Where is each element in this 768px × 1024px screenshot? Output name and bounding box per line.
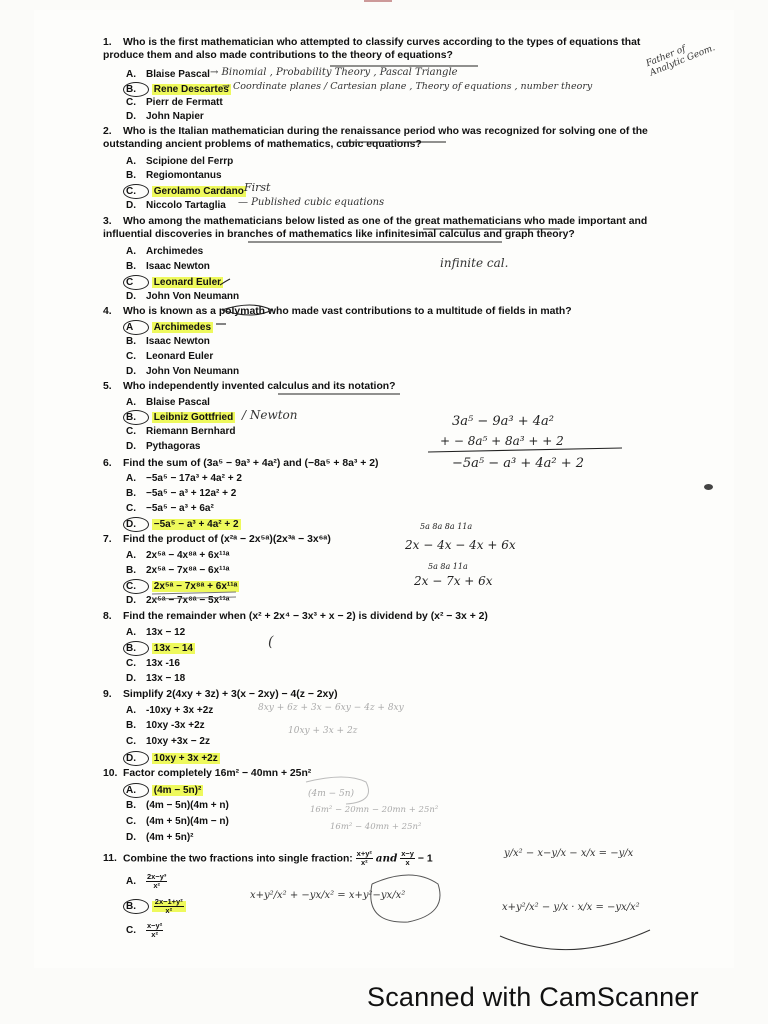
option-4c[interactable]: C. Leonard Euler	[126, 351, 214, 362]
question-11: 11. Combine the two fractions into single fraction: $\frac{\text{x+y²}}{\text{x²}}$ and $\frac{x-y}{x}$ − 1	[103, 849, 433, 867]
option-2d[interactable]: D. Niccolo Tartaglia	[126, 200, 226, 211]
fraction: $\frac{x-y}{x}$	[401, 849, 414, 867]
question-number: 6.	[103, 458, 112, 469]
option-8d[interactable]: D. 13x − 18	[126, 673, 186, 684]
ink-underline	[152, 597, 236, 599]
question-text: Who among the mathematicians below listed as one of the great mathematicians who made important and influential discoveries in branches of mathematics like infinitesimal calculus and graph theory?	[103, 216, 648, 240]
ink-circle	[371, 875, 440, 922]
handwritten-math: 5a 8a 11a	[428, 562, 468, 571]
option-3d[interactable]: D. John Von Neumann	[126, 291, 240, 302]
option-9a[interactable]: A. -10xy + 3x +2z	[126, 705, 214, 716]
option-4b[interactable]: B. Isaac Newton	[126, 336, 210, 347]
option-10c[interactable]: C. (4m + 5n)(4m − n)	[126, 816, 229, 827]
handwritten-note: → Binomial , Probability Theory , Pascal Triangle	[210, 67, 458, 78]
handwritten-math: 5a 8a 8a 11a	[420, 522, 473, 531]
ink-oval	[222, 305, 272, 315]
option-7b[interactable]: B. 2x⁵ᵃ − 7x⁸ᵃ − 6x¹¹ᵃ	[126, 565, 230, 576]
option-6a[interactable]: A. −5a⁵ − 17a³ + 4a² + 2	[126, 473, 242, 484]
handwritten-note: / Newton	[242, 408, 298, 422]
question-number: 8.	[103, 611, 112, 622]
question-text: Who independently invented calculus and its notation?	[123, 381, 396, 392]
handwritten-note: (	[268, 634, 274, 650]
handwritten-math: x+y²/x² − y/x · x/x = −yx/x²	[502, 902, 640, 913]
handwritten-note: → Coordinate planes / Cartesian plane , Theory of equations , number theory	[222, 81, 593, 92]
handwritten-math: 3a⁵ − 9a³ + 4a²	[452, 414, 555, 429]
handwritten-math: + − 8a⁵ + 8a³ + + 2	[440, 434, 564, 448]
question-number: 3.	[103, 216, 112, 227]
question-text: Find the remainder when (x² + 2x⁴ − 3x³ + x − 2) is dividend by (x² − 3x + 2)	[123, 611, 488, 622]
question-text: Simplify 2(4xy + 3z) + 3(x − 2xy) − 4(z − 2xy)	[123, 689, 338, 700]
fraction: $\frac{\text{x+y²}}{\text{x²}}$	[356, 849, 372, 867]
option-1d[interactable]: D. John Napier	[126, 111, 204, 122]
question-text: Combine the two fractions into single fraction:	[123, 853, 353, 865]
question-number: 9.	[103, 689, 112, 700]
ink-underline	[152, 592, 236, 594]
option-1a[interactable]: A. Blaise Pascal	[126, 69, 210, 80]
option-5b[interactable]: B. Leibniz Gottfried	[126, 410, 235, 425]
scanner-watermark: Scanned with CamScanner	[367, 982, 699, 1012]
handwritten-note: First	[244, 181, 271, 194]
option-3b[interactable]: B. Isaac Newton	[126, 261, 210, 272]
handwritten-note: infinite cal.	[440, 256, 509, 270]
handwritten-note: — Published cubic equations	[238, 197, 385, 208]
option-2a[interactable]: A. Scipione del Ferrp	[126, 156, 234, 167]
question-text: Factor completely 16m² − 40mn + 25n²	[123, 768, 312, 779]
question-number: 1.	[103, 37, 112, 48]
handwritten-math: y/x² − x−y/x − x/x = −y/x	[504, 848, 634, 859]
question-text: Who is known as a polymath who made vast contributions to a multitude of fields in math?	[123, 306, 572, 317]
option-11b[interactable]: B. $\frac{\text{2x−1+y²}}{\text{x²}}$	[126, 898, 186, 915]
handwritten-math: −5a⁵ − a³ + 4a² + 2	[452, 456, 585, 471]
option-4d[interactable]: D. John Von Neumann	[126, 366, 240, 377]
ink-rule	[428, 448, 622, 452]
option-9c[interactable]: C. 10xy +3x − 2z	[126, 736, 210, 747]
option-1c[interactable]: C. Pierr de Fermatt	[126, 97, 223, 108]
option-10d[interactable]: D. (4m + 5n)²	[126, 832, 194, 843]
option-8b[interactable]: B. 13x − 14	[126, 641, 195, 656]
option-5c[interactable]: C. Riemann Bernhard	[126, 426, 236, 437]
ink-curve	[500, 930, 650, 950]
option-5a[interactable]: A. Blaise Pascal	[126, 397, 210, 408]
option-7a[interactable]: A. 2x⁵ᵃ − 4x⁸ᵃ + 6x¹¹ᵃ	[126, 550, 230, 561]
option-10b[interactable]: B. (4m − 5n)(4m + n)	[126, 800, 229, 811]
option-11c[interactable]: C. $\frac{\text{x−y²}}{\text{x²}}$	[126, 921, 163, 939]
ink-stroke	[220, 279, 230, 285]
question-text: Find the sum of (3a⁵ − 9a³ + 4a²) and (−8a⁵ + 8a³ + 2)	[123, 458, 379, 469]
handwritten-math: 2x − 7x + 6x	[414, 574, 493, 588]
handwritten-note: Father of Analytic Geom.	[644, 43, 717, 79]
question-number: 10.	[103, 768, 118, 779]
option-9d[interactable]: D. 10xy + 3x +2z	[126, 751, 220, 766]
option-10a[interactable]: A. (4m − 5n)²	[126, 783, 203, 798]
handwritten-math: 2x − 4x − 4x + 6x	[405, 538, 516, 552]
option-11a[interactable]: A. $\frac{\text{2x−y³}}{\text{x²}}$	[126, 872, 167, 890]
handwritten-note: 10xy + 3x + 2z	[288, 726, 358, 736]
handwritten-note: 8xy + 6z + 3x − 6xy − 4z + 8xy	[258, 703, 404, 713]
question-number: 5.	[103, 381, 112, 392]
option-2b[interactable]: B. Regiomontanus	[126, 170, 222, 181]
handwritten-math: x+y²/x² + −yx/x² = x+y²−yx/x²	[250, 890, 406, 901]
option-5d[interactable]: D. Pythagoras	[126, 441, 201, 452]
question-text: Who is the first mathematician who attempted to classify curves according to the types of equations that produce them and also made contributions to the theory of equations?	[103, 37, 641, 61]
question-number: 2.	[103, 126, 112, 137]
question-number: 4.	[103, 306, 112, 317]
ink-oval	[306, 777, 369, 804]
handwritten-note: 16m² − 40mn + 25n²	[330, 822, 422, 832]
option-4a[interactable]: A Archimedes	[126, 320, 213, 335]
question-text: Find the product of (x²ᵃ − 2x⁵ᵃ)(2x³ᵃ − 3x⁶ᵃ)	[123, 534, 331, 545]
question-text: Who is the Italian mathematician during the renaissance period who was recognized for solving one of the outstanding ancient problems of mathematics, cubic equations?	[103, 126, 648, 150]
question-number: 7.	[103, 534, 112, 545]
option-1b[interactable]: B. Rene Descartes	[126, 82, 231, 97]
option-7d[interactable]: D. 2x⁵ᵃ − 7x⁸ᵃ − 5x¹¹ᵃ	[126, 595, 230, 606]
option-3c[interactable]: C Leonard Euler	[126, 275, 223, 290]
handwritten-note: (4m − 5n)	[308, 789, 355, 799]
option-8c[interactable]: C. 13x -16	[126, 658, 180, 669]
handwritten-note: 16m² − 20mn − 20mn + 25n²	[310, 805, 439, 815]
option-3a[interactable]: A. Archimedes	[126, 246, 204, 257]
question-number: 11.	[103, 853, 117, 865]
option-6c[interactable]: C. −5a⁵ − a³ + 6a²	[126, 503, 214, 514]
option-6b[interactable]: B. −5a⁵ − a³ + 12a² + 2	[126, 488, 237, 499]
option-6d[interactable]: D. −5a⁵ − a³ + 4a² + 2	[126, 517, 241, 532]
option-7c[interactable]: C. 2x⁵ᵃ − 7x⁸ᵃ + 6x¹¹ᵃ	[126, 579, 239, 594]
option-8a[interactable]: A. 13x − 12	[126, 627, 186, 638]
option-9b[interactable]: B. 10xy -3x +2z	[126, 720, 205, 731]
option-2c[interactable]: C. Gerolamo Cardano	[126, 184, 246, 199]
